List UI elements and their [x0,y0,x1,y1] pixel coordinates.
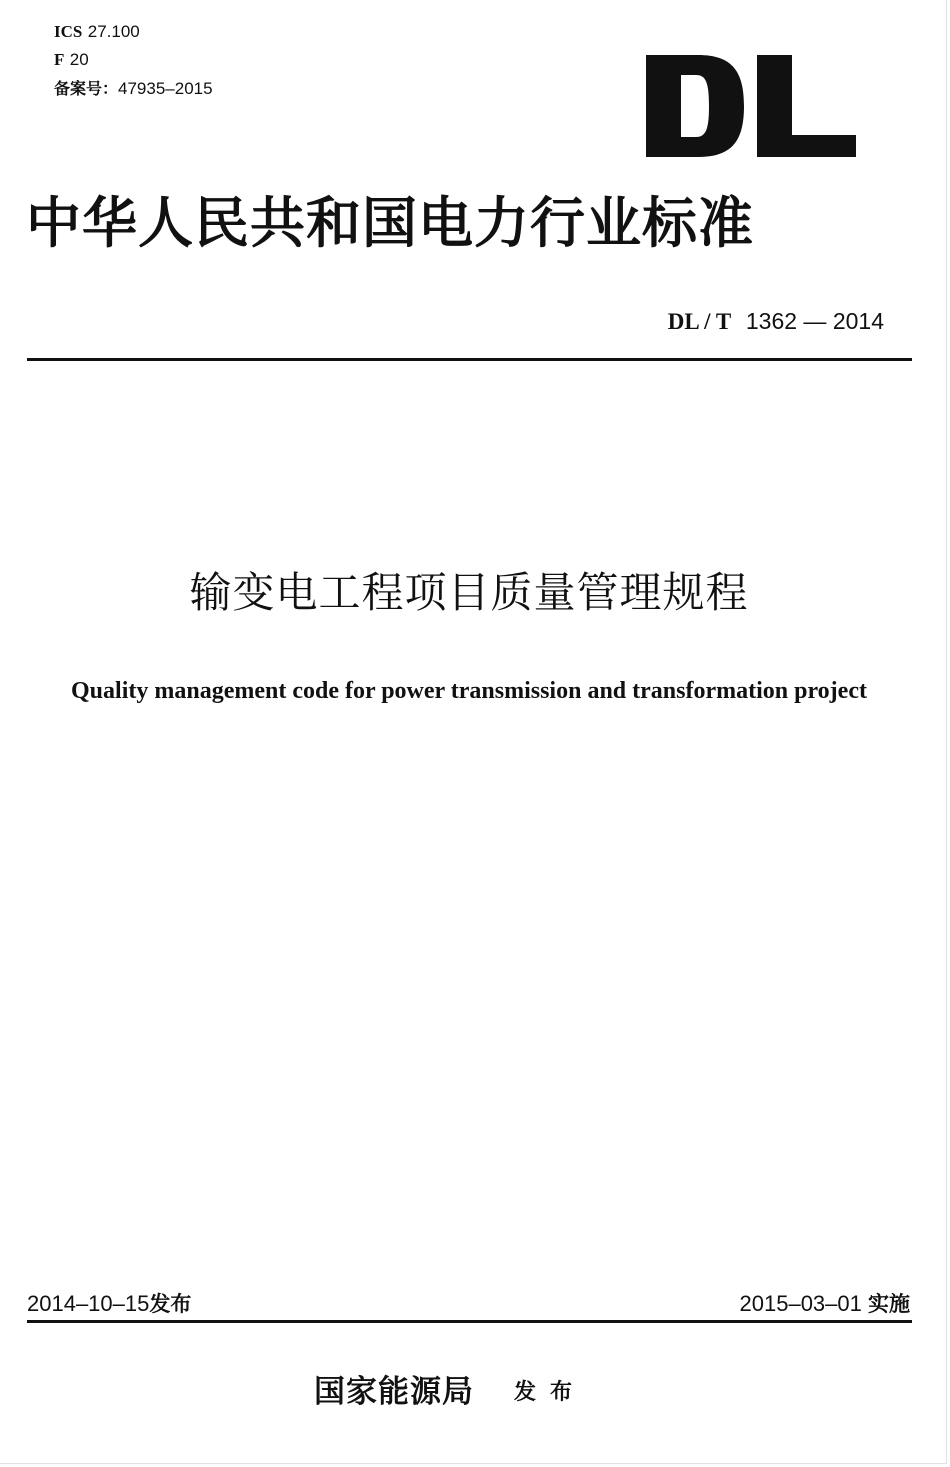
publisher-action: 发布 [514,1379,587,1405]
implementation-date-label: 实施 [868,1292,910,1316]
classification-value: 20 [69,50,89,69]
dl-logo [646,55,856,157]
ics-label: ICS [54,22,83,41]
issue-date-value: 2014–10–15 [27,1291,150,1316]
footer-divider [27,1320,912,1323]
standard-number-value: 1362 — 2014 [745,308,884,334]
publisher [314,1372,586,1412]
title-english: Quality management code for power transmission and transformation project [71,678,867,704]
ics-code [54,22,140,42]
ics-value: 27.100 [87,22,140,41]
publisher-org: 国家能源局 [314,1374,474,1410]
filing-number [54,79,213,99]
issue-date-label: 发布 [149,1292,192,1316]
implementation-date [740,1289,910,1319]
industry-standard-title: 中华人民共和国电力行业标准 [26,190,755,255]
filing-label: 备案号： [54,79,119,98]
classification-code [54,50,89,70]
standard-number-prefix: DL / T [667,309,732,334]
header-divider [27,358,912,361]
standard-number [668,306,884,337]
dl-logo-mark [646,55,856,157]
filing-value: 47935–2015 [118,79,213,98]
title-chinese: 输变电工程项目质量管理规程 [189,568,749,617]
issue-date [27,1289,191,1319]
implementation-date-value: 2015–03–01 [739,1291,862,1316]
classification-label: F [54,50,65,69]
